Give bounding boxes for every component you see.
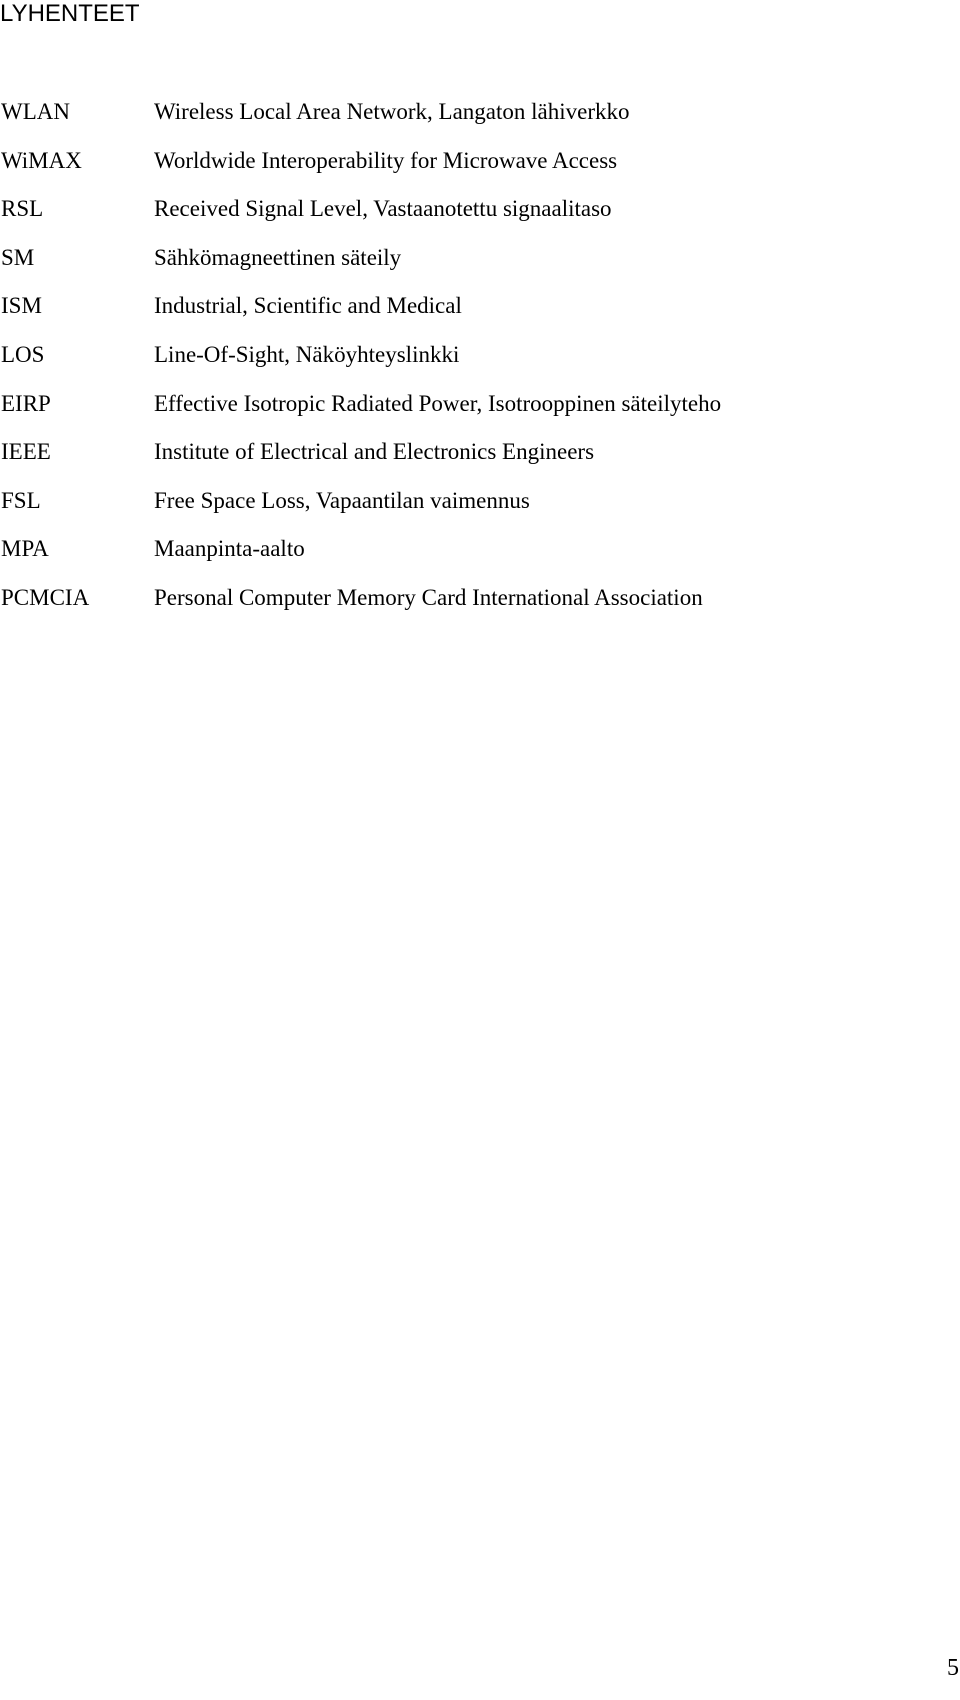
list-item — [0, 185, 900, 234]
abbreviation-term: WiMAX — [1, 147, 82, 173]
abbreviation-term: EIRP — [1, 390, 51, 416]
list-item — [0, 331, 900, 380]
abbreviation-term: SM — [1, 244, 35, 270]
abbreviation-term: FSL — [1, 487, 41, 513]
list-item — [0, 282, 900, 331]
abbreviation-definition: Free Space Loss, Vapaantilan vaimennus — [154, 487, 530, 513]
abbreviation-definition: Sähkömagneettinen säteily — [154, 244, 402, 270]
abbreviation-definition: Institute of Electrical and Electronics Engineers — [154, 439, 595, 465]
page-title: LYHENTEET — [0, 0, 140, 27]
abbreviation-term: PCMCIA — [1, 584, 90, 610]
list-item — [0, 428, 900, 477]
list-item — [0, 477, 900, 526]
list-item — [0, 88, 900, 137]
abbreviation-definition: Line-Of-Sight, Näköyhteyslinkki — [154, 341, 460, 367]
abbreviation-term: RSL — [1, 196, 44, 222]
abbreviation-term: ISM — [1, 293, 42, 319]
page-number: 5 — [947, 1655, 959, 1681]
abbreviation-term: WLAN — [1, 99, 70, 124]
abbreviation-definition: Industrial, Scientific and Medical — [154, 293, 462, 319]
abbreviation-term: IEEE — [1, 439, 51, 465]
abbreviation-definition: Wireless Local Area Network, Langaton lähiverkko — [154, 99, 630, 124]
abbreviation-list — [0, 88, 900, 623]
abbreviation-definition: Received Signal Level, Vastaanotettu signaalitaso — [154, 196, 612, 222]
abbreviation-definition: Effective Isotropic Radiated Power, Isotrooppinen säteilyteho — [154, 390, 722, 416]
abbreviation-definition: Personal Computer Memory Card International Association — [154, 584, 703, 610]
abbreviation-definition: Worldwide Interoperability for Microwave Access — [154, 147, 618, 173]
abbreviation-definition: Maanpinta-aalto — [154, 536, 305, 562]
list-item — [0, 380, 900, 429]
list-item — [0, 234, 900, 283]
abbreviation-term: LOS — [1, 341, 45, 367]
list-item — [0, 137, 900, 186]
abbreviation-term: MPA — [1, 536, 49, 562]
list-item — [0, 525, 900, 574]
list-item — [0, 574, 900, 623]
